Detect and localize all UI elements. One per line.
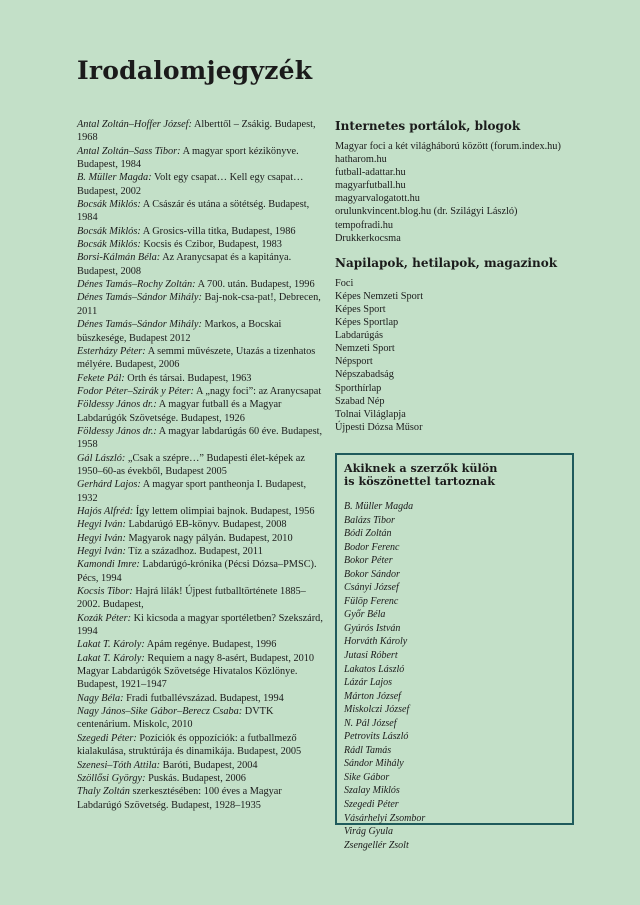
acknowledged-name: Balázs Tibor xyxy=(344,514,395,526)
bibliography-author: Fekete Pál: xyxy=(77,372,125,384)
acknowledged-name: B. Müller Magda xyxy=(344,501,414,512)
bibliography-entry xyxy=(77,785,325,812)
bibliography-entry xyxy=(77,291,325,318)
bibliography-text: Markos, a Bocskai büszkesége, Budapest 2012 xyxy=(77,319,282,344)
acknowledged-name: Bodor Ferenc xyxy=(344,541,400,553)
bibliography-author: Hegyi Iván: xyxy=(77,519,126,531)
bibliography-text: Tíz a századhoz. Budapest, 2011 xyxy=(125,546,263,557)
portal-item: tempofradi.hu xyxy=(335,219,394,231)
bibliography-entry xyxy=(77,692,325,705)
bibliography-entry xyxy=(77,585,325,612)
bibliography-author: Hegyi Iván: xyxy=(77,546,126,557)
bibliography-text: szerkesztésében: 100 éves a Magyar Labdarúgó Szövetség. Budapest, 1928–1935 xyxy=(77,786,282,811)
bibliography-author: Antal Zoltán–Sass Tibor: xyxy=(77,145,181,157)
bibliography-text: A magyar sport kézikönyve. Budapest, 1984 xyxy=(77,145,299,171)
bibliography-text: A 700. után. Budapest, 1996 xyxy=(195,279,315,291)
bibliography-text: „Csak a szépre…” Budapesti élet-képek az 1950–60-as évekből, Budapest 2005 xyxy=(77,452,305,477)
bibliography-text: Baróti, Budapest, 2004 xyxy=(160,759,258,771)
press-item: Népszabadság xyxy=(335,369,394,381)
bibliography-author: Szenesi–Tóth Attila: xyxy=(77,759,161,771)
bibliography-entry xyxy=(77,278,325,291)
bibliography-text: Az Aranycsapat és a kapitánya. Budapest, 2008 xyxy=(77,252,292,277)
bibliography-entry xyxy=(77,251,325,278)
acknowledged-name: Gyúrós István xyxy=(344,622,401,634)
acknowledged-name: Szegedi Péter xyxy=(344,799,399,811)
press-item: Képes Nemzeti Sport xyxy=(335,290,424,302)
press-item: Tolnai Világlapja xyxy=(335,408,406,420)
bibliography-text: Ki kicsoda a magyar sportéletben? Szekszárd, 1994 xyxy=(77,612,323,638)
bibliography-text: DVTK centenárium. Miskolc, 2010 xyxy=(77,706,274,731)
bibliography-author: Kamondi Imre: xyxy=(77,559,140,571)
bibliography-entry xyxy=(77,198,325,225)
acknowledgements-heading-line2: is köszönettel tartoznak xyxy=(344,474,496,488)
acknowledgements-list xyxy=(344,500,562,852)
acknowledged-name: Vásárhelyi Zsombor xyxy=(344,812,426,824)
bibliography-text: A „nagy foci”: az Aranycsapat xyxy=(193,385,322,397)
bibliography-author: Szegedi Péter: xyxy=(77,732,137,744)
portal-item: Drukkerkocsma xyxy=(335,232,401,244)
bibliography-text: Labdarúgó EB-könyv. Budapest, 2008 xyxy=(125,519,287,531)
portal-item: Magyar foci a két világháború között (forum.index.hu) xyxy=(335,141,561,152)
portal-item: hatharom.hu xyxy=(335,154,387,166)
press-item: Népsport xyxy=(335,356,373,368)
bibliography-entry xyxy=(77,759,325,772)
acknowledged-name: Virág Gyula xyxy=(344,826,393,838)
bibliography-text: Magyar Labdarúgók Szövetsége Hivatalos Közlönye. Budapest, 1921–1947 xyxy=(77,666,298,691)
bibliography-text: Baj-nok-csa-pat!, Debrecen, 2011 xyxy=(77,292,321,317)
bibliography-author: B. Müller Magda: xyxy=(77,172,152,184)
acknowledged-name: Lázár Lajos xyxy=(344,677,393,689)
bibliography-entry xyxy=(77,545,325,558)
acknowledged-name: Bódi Zoltán xyxy=(344,528,392,540)
bibliography-entry xyxy=(77,638,325,651)
bibliography-text: A magyar labdarúgás 60 éve. Budapest, 1958 xyxy=(77,425,323,451)
press-list xyxy=(335,277,575,434)
bibliography-text: Puskás. Budapest, 2006 xyxy=(145,772,246,784)
bibliography-entry xyxy=(77,705,325,732)
press-heading: Napilapok, hetilapok, magazinok xyxy=(335,255,558,270)
bibliography-entry xyxy=(77,665,325,692)
bibliography-entry xyxy=(77,732,325,759)
portal-item: magyarvalogatott.hu xyxy=(335,193,420,205)
bibliography-entry xyxy=(77,385,325,398)
bibliography-text: Kocsis és Czibor, Budapest, 1983 xyxy=(140,239,282,251)
bibliography-text: A magyar sport pantheonja I. Budapest, 1932 xyxy=(77,479,307,504)
acknowledgements-heading xyxy=(344,462,562,488)
bibliography-entry xyxy=(77,345,325,372)
acknowledged-name: Márton József xyxy=(344,690,401,702)
acknowledged-name: Zsengellér Zsolt xyxy=(344,839,409,851)
press-item: Labdarúgás xyxy=(335,330,384,342)
bibliography-text: Orth és társai. Budapest, 1963 xyxy=(124,372,252,384)
acknowledged-name: Bokor Sándor xyxy=(344,568,400,580)
bibliography-text: Alberttől – Zsákig. Budapest, 1968 xyxy=(77,119,316,144)
bibliography-author: Hajós Alfréd: xyxy=(77,505,134,517)
bibliography-author: Szöllősi György: xyxy=(77,772,146,784)
bibliography-author: Dénes Tamás–Rochy Zoltán: xyxy=(77,279,196,291)
bibliography-author: Bocsák Miklós: xyxy=(77,225,141,237)
bibliography-author: Bocsák Miklós: xyxy=(77,199,141,211)
bibliography-author: Földessy János dr.: xyxy=(77,399,157,411)
bibliography-text: Hajrá lilák! Újpest futballtörténete 1885–2002. Budapest, xyxy=(77,586,306,611)
bibliography-author: Dénes Tamás–Sándor Mihály: xyxy=(77,319,202,331)
bibliography-entry xyxy=(77,612,325,639)
bibliography-text: Requiem a nagy 8-asért, Budapest, 2010 xyxy=(144,652,315,664)
bibliography-author: Bocsák Miklós: xyxy=(77,239,141,251)
acknowledged-name: Sándor Mihály xyxy=(344,758,404,770)
bibliography-entry xyxy=(77,505,325,518)
acknowledged-name: N. Pál József xyxy=(344,717,397,729)
bibliography-entry xyxy=(77,425,325,452)
acknowledged-name: Petrovits László xyxy=(344,731,409,743)
portal-item: orulunkvincent.blog.hu (dr. Szilágyi László) xyxy=(335,206,518,218)
press-item: Képes Sport xyxy=(335,303,386,315)
bibliography-author: Dénes Tamás–Sándor Mihály: xyxy=(77,292,202,304)
bibliography-entry xyxy=(77,318,325,345)
bibliography-list xyxy=(77,118,325,812)
acknowledged-name: Győr Béla xyxy=(344,609,386,621)
acknowledged-name: Sike Gábor xyxy=(344,771,390,783)
bibliography-entry xyxy=(77,558,325,585)
acknowledged-name: Rádl Tamás xyxy=(344,744,392,756)
bibliography-text: Pozíciók és oppozíciók: a futballmező kialakulása, struktúrája és dinamikája. Budapest, 2005 xyxy=(77,732,302,758)
bibliography-entry xyxy=(77,532,325,545)
acknowledged-name: Fülöp Ferenc xyxy=(344,595,399,607)
bibliography-entry xyxy=(77,772,325,785)
bibliography-text: Volt egy csapat… Kell egy csapat… Budapest, 2002 xyxy=(77,172,304,197)
bibliography-author: Gerhárd Lajos: xyxy=(77,479,141,491)
acknowledgements-box xyxy=(335,453,574,851)
bibliography-author: Kozák Péter: xyxy=(77,612,132,624)
bibliography-entry xyxy=(77,652,325,665)
acknowledged-name: Csányi József xyxy=(344,582,399,594)
bibliography-author: Lakat T. Károly: xyxy=(77,652,145,664)
acknowledged-name: Lakatos László xyxy=(344,663,405,675)
acknowledged-name: Horváth Károly xyxy=(344,636,408,648)
press-item: Foci xyxy=(335,277,354,289)
bibliography-text: Magyarok nagy pályán. Budapest, 2010 xyxy=(125,532,293,544)
bibliography-text: A magyar futball és a Magyar Labdarúgók Szövetsége. Budapest, 1926 xyxy=(77,399,282,424)
bibliography-entry xyxy=(77,145,325,172)
bibliography-entry xyxy=(77,118,325,145)
bibliography-entry xyxy=(77,452,325,479)
portals-list xyxy=(335,140,575,245)
acknowledged-name: Szalay Miklós xyxy=(344,785,400,797)
acknowledged-name: Miskolczi József xyxy=(344,704,410,716)
acknowledged-name: Bokor Péter xyxy=(344,555,393,567)
press-item: Újpesti Dózsa Műsor xyxy=(335,421,423,433)
bibliography-author: Esterházy Péter: xyxy=(77,345,146,357)
bibliography-text: A Grosics-villa titka, Budapest, 1986 xyxy=(140,225,296,237)
bibliography-author: Kocsis Tibor: xyxy=(77,586,133,598)
bibliography-entry xyxy=(77,398,325,425)
bibliography-text: Apám regénye. Budapest, 1996 xyxy=(144,639,277,651)
bibliography-entry xyxy=(77,478,325,505)
bibliography-entry xyxy=(77,238,325,251)
bibliography-text: A semmi művészete, Utazás a tizenhatos mélyére. Budapest, 2006 xyxy=(77,345,316,371)
bibliography-author: Gál László: xyxy=(77,452,126,464)
press-item: Szabad Nép xyxy=(335,395,385,407)
bibliography-author: Földessy János dr.: xyxy=(77,425,157,437)
portal-item: magyarfutball.hu xyxy=(335,180,406,192)
bibliography-text: Fradi futballévszázad. Budapest, 1994 xyxy=(123,692,284,704)
bibliography-entry xyxy=(77,171,325,198)
bibliography-entry xyxy=(77,225,325,238)
portals-heading: Internetes portálok, blogok xyxy=(335,119,521,133)
bibliography-author: Thaly Zoltán xyxy=(77,786,130,798)
bibliography-author: Nagy János–Sike Gábor–Berecz Csaba: xyxy=(77,706,243,718)
bibliography-entry xyxy=(77,372,325,385)
bibliography-author: Fodor Péter–Szirák y Péter: xyxy=(77,385,194,397)
bibliography-text: Labdarúgó-krónika (Pécsi Dózsa–PMSC). Pécs, 1994 xyxy=(77,559,317,584)
bibliography-author: Nagy Béla: xyxy=(77,692,124,704)
bibliography-author: Hegyi Iván: xyxy=(77,532,126,544)
bibliography-text: Így lettem olimpiai bajnok. Budapest, 1956 xyxy=(133,505,315,517)
press-item: Sporthírlap xyxy=(335,382,382,394)
press-item: Képes Sportlap xyxy=(335,317,399,329)
portal-item: futball-adattar.hu xyxy=(335,167,406,179)
right-column xyxy=(335,118,575,434)
acknowledgements-heading-line1: Akiknek a szerzők külön xyxy=(344,461,498,475)
bibliography-entry xyxy=(77,518,325,531)
bibliography-text: A Császár és utána a sötétség. Budapest, 1984 xyxy=(77,199,310,224)
acknowledged-name: Jutasi Róbert xyxy=(344,650,398,662)
bibliography-author: Borsi-Kálmán Béla: xyxy=(77,252,161,264)
bibliography-author: Antal Zoltán–Hoffer József: xyxy=(77,119,192,130)
press-item: Nemzeti Sport xyxy=(335,343,395,355)
bibliography-author: Lakat T. Károly: xyxy=(77,639,145,651)
page-title: Irodalomjegyzék xyxy=(77,56,313,85)
